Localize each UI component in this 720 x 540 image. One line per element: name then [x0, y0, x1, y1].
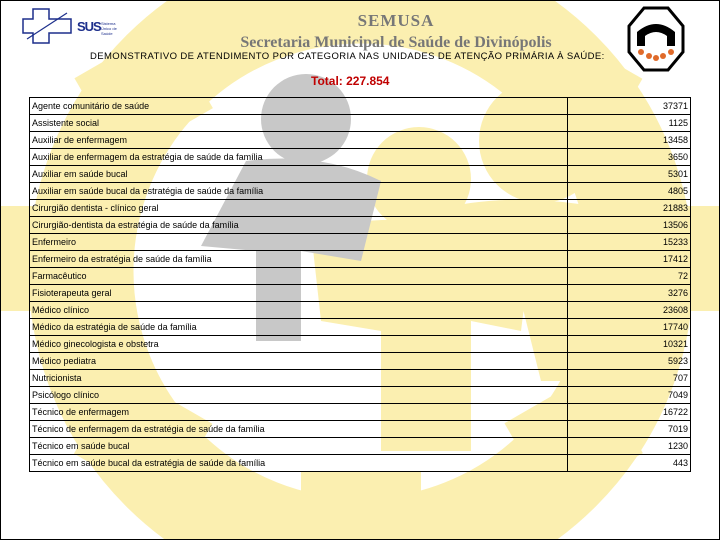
category-cell: Cirurgião-dentista da estratégia de saúde da família: [30, 217, 568, 234]
value-cell: 23608: [568, 302, 691, 319]
value-cell: 707: [568, 370, 691, 387]
table-row: [30, 302, 691, 319]
org-acronym: SEMUSA: [357, 11, 435, 30]
table-row: [30, 115, 691, 132]
category-cell: Médico pediatra: [30, 353, 568, 370]
value-cell: 3276: [568, 285, 691, 302]
org-name-title: Secretaria Municipal de Saúde de Divinópolis: [240, 34, 552, 51]
value-cell: 13506: [568, 217, 691, 234]
report-subtitle: DEMONSTRATIVO DE ATENDIMENTO POR CATEGORIA NAS UNIDADES DE ATENÇÃO PRIMÁRIA À SAÚDE:: [90, 51, 605, 62]
total-attendances: Total: 227.854: [311, 74, 390, 88]
category-cell: Enfermeiro: [30, 234, 568, 251]
value-cell: 16722: [568, 404, 691, 421]
category-cell: Auxiliar de enfermagem da estratégia de saúde da família: [30, 149, 568, 166]
category-cell: Auxiliar em saúde bucal: [30, 166, 568, 183]
table-row: [30, 183, 691, 200]
value-cell: 1125: [568, 115, 691, 132]
table-row: [30, 132, 691, 149]
attendance-table: [29, 97, 691, 472]
sus-logo-text: SUS: [77, 19, 101, 34]
table-row: [30, 200, 691, 217]
category-cell: Fisioterapeuta geral: [30, 285, 568, 302]
value-cell: 15233: [568, 234, 691, 251]
table-row: [30, 370, 691, 387]
table-row: [30, 149, 691, 166]
category-cell: Técnico de enfermagem: [30, 404, 568, 421]
value-cell: 443: [568, 455, 691, 472]
category-cell: Médico da estratégia de saúde da família: [30, 319, 568, 336]
value-cell: 1230: [568, 438, 691, 455]
value-cell: 17412: [568, 251, 691, 268]
table-row: [30, 319, 691, 336]
table-row: [30, 455, 691, 472]
value-cell: 37371: [568, 98, 691, 115]
value-cell: 5301: [568, 166, 691, 183]
category-cell: Farmacêutico: [30, 268, 568, 285]
sus-logo-subtext: Sistema Único de Saúde: [101, 21, 117, 36]
category-cell: Nutricionista: [30, 370, 568, 387]
value-cell: 7019: [568, 421, 691, 438]
category-cell: Técnico em saúde bucal da estratégia de saúde da família: [30, 455, 568, 472]
value-cell: 10321: [568, 336, 691, 353]
category-cell: Enfermeiro da estratégia de saúde da família: [30, 251, 568, 268]
value-cell: 3650: [568, 149, 691, 166]
category-cell: Auxiliar em saúde bucal da estratégia de saúde da família: [30, 183, 568, 200]
category-cell: Cirurgião dentista - clínico geral: [30, 200, 568, 217]
category-cell: Agente comunitário de saúde: [30, 98, 568, 115]
table-row: [30, 336, 691, 353]
municipal-emblem-logo-icon: [627, 6, 685, 72]
table-row: [30, 217, 691, 234]
table-row: [30, 98, 691, 115]
value-cell: 5923: [568, 353, 691, 370]
table-row: [30, 404, 691, 421]
value-cell: 72: [568, 268, 691, 285]
table-row: [30, 234, 691, 251]
table-row: [30, 438, 691, 455]
category-cell: Técnico em saúde bucal: [30, 438, 568, 455]
value-cell: 13458: [568, 132, 691, 149]
table-row: [30, 166, 691, 183]
table-row: [30, 387, 691, 404]
value-cell: 21883: [568, 200, 691, 217]
attendance-table-body: [30, 98, 691, 472]
category-cell: Técnico de enfermagem da estratégia de saúde da família: [30, 421, 568, 438]
table-row: [30, 268, 691, 285]
category-cell: Médico ginecologista e obstetra: [30, 336, 568, 353]
category-cell: Assistente social: [30, 115, 568, 132]
value-cell: 17740: [568, 319, 691, 336]
table-row: [30, 285, 691, 302]
value-cell: 7049: [568, 387, 691, 404]
table-row: [30, 251, 691, 268]
table-row: [30, 353, 691, 370]
table-row: [30, 421, 691, 438]
category-cell: Médico clínico: [30, 302, 568, 319]
category-cell: Auxiliar de enfermagem: [30, 132, 568, 149]
value-cell: 4805: [568, 183, 691, 200]
category-cell: Psicólogo clínico: [30, 387, 568, 404]
